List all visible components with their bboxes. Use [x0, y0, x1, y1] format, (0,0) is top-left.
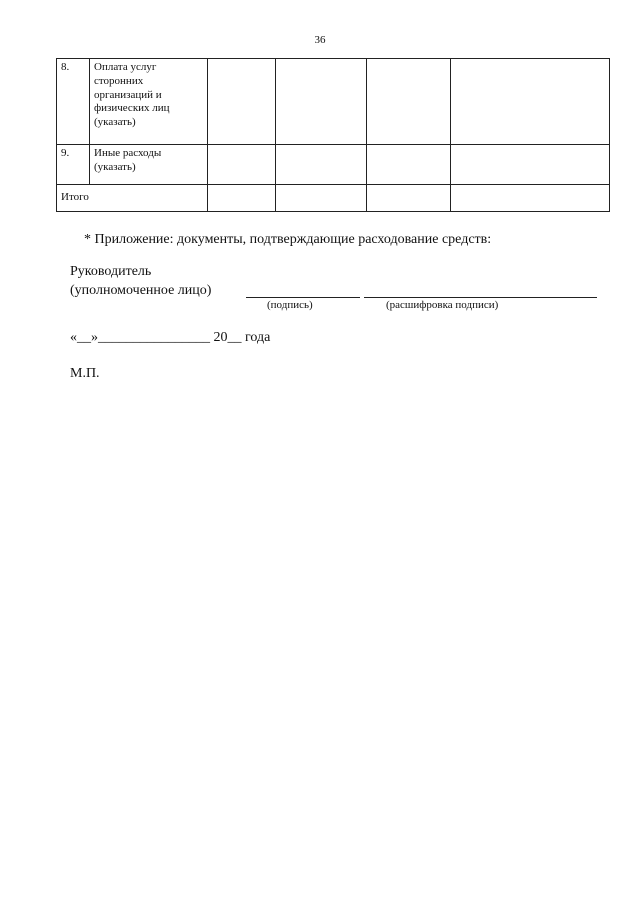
row-number: 8.	[57, 59, 90, 145]
empty-cell	[451, 185, 610, 212]
total-label: Итого	[57, 185, 208, 212]
empty-cell	[367, 145, 451, 185]
signature-caption: (подпись)	[267, 299, 313, 311]
decode-line	[364, 297, 597, 298]
empty-cell	[367, 59, 451, 145]
table-row	[57, 59, 610, 145]
empty-cell	[276, 59, 367, 145]
empty-cell	[451, 145, 610, 185]
row-name: Оплата услуг сторонних организаций и физических лиц (указать)	[90, 59, 208, 145]
empty-cell	[208, 185, 276, 212]
footnote: * Приложение: документы, подтверждающие расходование средств:	[84, 232, 492, 247]
signatory-subtitle: (уполномоченное лицо)	[70, 283, 212, 298]
table-row	[57, 145, 610, 185]
empty-cell	[208, 145, 276, 185]
empty-cell	[208, 59, 276, 145]
empty-cell	[367, 185, 451, 212]
page-number: 36	[314, 34, 326, 46]
row-name: Иные расходы (указать)	[90, 145, 208, 185]
row-number: 9.	[57, 145, 90, 185]
signature-line	[246, 297, 360, 298]
total-row	[57, 185, 610, 212]
signatory-title: Руководитель	[70, 264, 152, 279]
empty-cell	[276, 185, 367, 212]
empty-cell	[276, 145, 367, 185]
date-line: «__»________________ 20__ года	[70, 330, 271, 345]
expenses-table	[56, 58, 610, 212]
decode-caption: (расшифровка подписи)	[386, 299, 499, 311]
seal-mark: М.П.	[70, 366, 100, 381]
empty-cell	[451, 59, 610, 145]
